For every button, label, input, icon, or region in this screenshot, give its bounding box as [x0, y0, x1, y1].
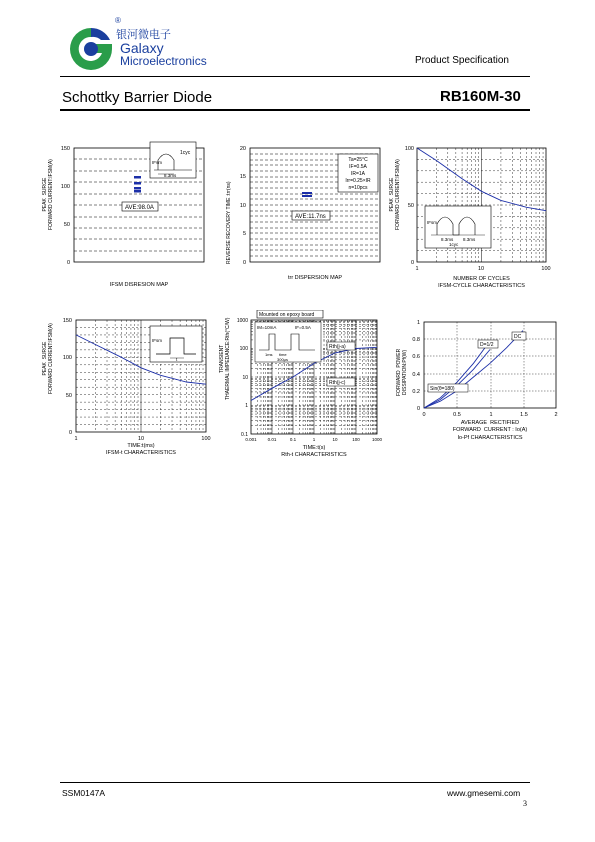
logo-mark-icon — [64, 22, 118, 76]
galaxy-logo — [62, 16, 232, 72]
rth-ylabel: TRANSIENT THAERMAL IMPEDANCE:Rth(°C/W) — [219, 317, 231, 400]
sin-label: Sin(θ=180) — [430, 386, 455, 392]
half-label: D=1/2 — [480, 342, 494, 348]
chart-ifsm-cycle — [385, 140, 555, 300]
cycle-xtick: 10 — [477, 266, 485, 272]
cycle-ytick: 0 — [410, 260, 414, 266]
iopf-ytick: 1 — [416, 320, 420, 326]
inset-label: 8.3ms — [164, 173, 177, 178]
ift-ytick: 100 — [62, 355, 72, 361]
part-number: RB160M-30 — [440, 88, 521, 105]
ift-ytick: 150 — [62, 318, 72, 324]
data-point — [134, 187, 141, 190]
cycle-xlabel: NUMBER OF CYCLES — [453, 276, 510, 282]
brand-line2: Microelectronics — [120, 54, 207, 68]
condition-text: IF=0.5A — [349, 164, 367, 170]
footer-rule — [60, 782, 530, 783]
chart-ifsm-t — [40, 312, 215, 467]
ifsm-map-caption: IFSM DISRESION MAP — [109, 282, 169, 288]
rth-box-label: Mounted on epoxy board — [259, 312, 315, 318]
ift-ytick: 0 — [68, 430, 72, 436]
iopf-xtick: 1.5 — [520, 412, 528, 418]
rth-ytick: 10 — [242, 375, 248, 381]
ift-xtick: 100 — [201, 436, 211, 442]
header-rule — [60, 76, 530, 77]
trr-map-ytick: 10 — [239, 203, 246, 209]
rth-ms: 1ms — [265, 352, 273, 357]
inset-label: IFsm — [427, 220, 437, 225]
iopf-xtick: 0.5 — [453, 412, 461, 418]
chart-rth-t — [215, 310, 390, 467]
title-rule — [60, 109, 530, 111]
condition-text: Irr=0.25×IR — [345, 178, 371, 184]
rth-xtick: 0.001 — [245, 437, 257, 442]
iopf-ytick: 0.6 — [412, 354, 420, 360]
inset-label: IFsm — [152, 338, 162, 343]
website[interactable]: www.gmesemi.com — [447, 788, 521, 798]
iopf-ytick: 0.8 — [412, 337, 420, 343]
series-lines — [424, 331, 523, 408]
ifsm-map-note: AVE:98.0A — [125, 205, 154, 211]
data-point — [134, 176, 141, 179]
iopf-ytick: 0.2 — [412, 389, 420, 395]
rth-xlabel: TIME:t(s) — [302, 445, 326, 451]
cycle-xtick: 1 — [415, 266, 419, 272]
iopf-xtick: 2 — [554, 412, 558, 418]
rth-jc-label: Rth(j-c) — [329, 380, 346, 386]
ifsm-map-ytick: 100 — [60, 184, 70, 190]
ift-ytick: 50 — [65, 393, 72, 399]
iopf-ylabel: FORWARD POWER DISSIPATION:Pf(W) — [396, 348, 408, 396]
data-point — [302, 195, 312, 197]
chart-io-pf — [390, 312, 565, 472]
data-point — [134, 190, 141, 193]
brand-chinese: 银河微电子 — [116, 28, 171, 41]
ift-xtick: 1 — [74, 436, 78, 442]
doc-code: SSM0147A — [62, 788, 105, 798]
data-point — [134, 182, 141, 185]
inset-label: 1cyc — [449, 242, 459, 247]
inset-label: 8.3ms — [463, 237, 476, 242]
rth-caption: Rth-t CHARACTERISTICS — [281, 452, 347, 458]
ift-caption: IFSM-t CHARACTERISTICS — [106, 450, 176, 456]
condition-text: Ta=25°C — [348, 157, 368, 163]
rth-xtick: 1 — [312, 437, 316, 442]
condition-text: IR=1A — [350, 171, 366, 177]
rth-xtick: 10 — [332, 437, 338, 442]
rth-ytick: 1000 — [236, 318, 248, 324]
rth-if: IF=0.5A — [295, 325, 311, 330]
ifsm-map-ytick: 150 — [60, 146, 70, 152]
trr-map-note: AVE:11.7ns — [295, 214, 326, 220]
inset-label: 8.3ms — [441, 237, 454, 242]
trr-map-ytick: 15 — [239, 174, 246, 180]
iopf-caption: Io-Pf CHARACTERISTICS — [457, 435, 523, 441]
iopf-ytick: 0.4 — [412, 372, 420, 378]
ifsm-t-ylabel: PEAK SURGE FORWARD CURRENT:IFSM(A) — [42, 323, 54, 394]
brand-line1: Galaxy — [120, 40, 164, 56]
iopf-ytick: 0 — [416, 406, 420, 412]
condition-text: n=10pcs — [348, 185, 368, 191]
chart-trr-map — [218, 140, 388, 300]
rth-ja-label: Rth(j-a) — [329, 344, 346, 350]
trr-map-caption: trr DISPERSION MAP — [287, 275, 343, 281]
trr-map-ytick: 0 — [242, 260, 246, 266]
rth-ytick: 0.1 — [241, 432, 248, 438]
iopf-xtick: 0 — [422, 412, 426, 418]
rth-us: 300μs — [277, 357, 288, 362]
product-title: Schottky Barrier Diode — [62, 89, 213, 106]
page-number: 3 — [523, 799, 527, 808]
registered-mark: ® — [115, 16, 121, 25]
data-point — [302, 192, 312, 194]
inset-label: 1cyc — [180, 150, 191, 156]
ift-xlabel: TIME:t(ms) — [127, 443, 155, 449]
ifsm-map-ytick: 50 — [63, 222, 70, 228]
trr-map-ytick: 5 — [242, 231, 246, 237]
cycle-caption: IFSM-CYCLE CHARACTERISTICS — [438, 283, 525, 289]
ifsm-map-points — [134, 176, 141, 193]
doc-type: Product Specification — [415, 55, 509, 66]
cycle-ytick: 50 — [407, 203, 414, 209]
rth-xtick: 0.01 — [267, 437, 277, 442]
rth-xtick: 100 — [352, 437, 360, 442]
chart-ifsm-map — [40, 140, 210, 300]
cycle-ytick: 100 — [404, 146, 414, 152]
rth-ytick: 1 — [245, 403, 248, 409]
rth-time: time — [279, 352, 287, 357]
ifsm-cycle-ylabel: PEAK SURGE FORWARD CURRENT:IFSM(A) — [389, 159, 401, 230]
ift-xtick: 10 — [137, 436, 145, 442]
inset-label: IFsm — [152, 160, 162, 165]
inset-label: t — [176, 357, 178, 362]
rth-xtick: 0.1 — [289, 437, 297, 442]
trr-map-ytick: 20 — [239, 146, 246, 152]
ifsm-map-ylabel: PEAK SURGE FORWARD CURRENT:IFSM(A) — [42, 159, 54, 230]
trr-map-ylabel: REVERSE RECOVERY TIME :trr(ns) — [226, 181, 232, 264]
rth-ytick: 100 — [239, 346, 248, 352]
rth-im: IM=10mA — [257, 325, 277, 330]
iopf-xtick: 1 — [489, 412, 493, 418]
iopf-xlabel: AVERAGE RECTIFIED FORWARD CURRENT : Io(A) — [452, 420, 528, 433]
rth-xtick: 1000 — [371, 437, 383, 442]
dc-label: DC — [514, 334, 522, 340]
cycle-xtick: 100 — [541, 266, 551, 272]
ifsm-map-ytick: 0 — [66, 260, 70, 266]
